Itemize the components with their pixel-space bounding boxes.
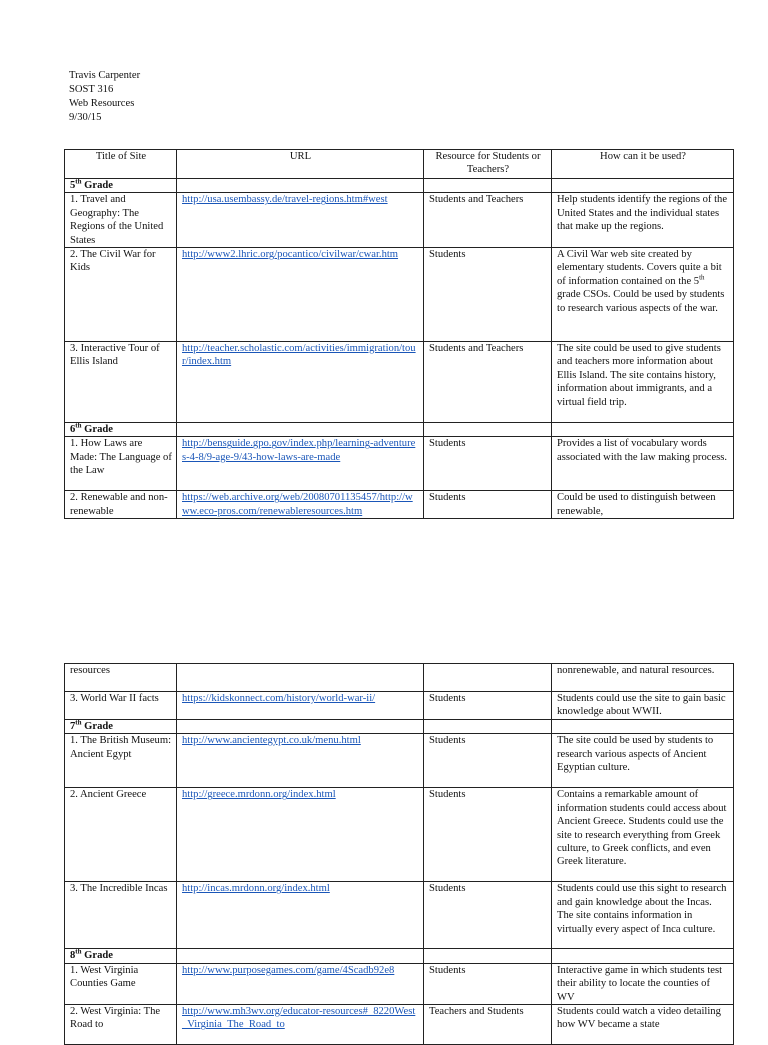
resource-audience: Teachers and Students (424, 1005, 552, 1045)
usage-description: Could be used to distinguish between renewable, (552, 491, 734, 519)
usage-description: Contains a remarkable amount of information students could access about Ancient Greece. Students could use the site to research everything from Greek culture, to Greek conflicts, and even Greek literature. (552, 788, 734, 882)
usage-description: Help students identify the regions of the United States and the individual states that make up the regions. (552, 193, 734, 248)
table-row-continued (65, 664, 734, 692)
table-row (65, 248, 734, 342)
site-title: 3. Interactive Tour of Ellis Island (65, 342, 177, 423)
column-header-usage: How can it be used? (552, 150, 734, 179)
author-name: Travis Carpenter (69, 70, 141, 81)
column-header-title: Title of Site (65, 150, 177, 179)
column-header-resource: Resource for Students or Teachers? (424, 150, 552, 179)
site-url-link[interactable]: https://kidskonnect.com/history/world-war-ii/ (182, 693, 376, 704)
resource-audience: Students (424, 963, 552, 1004)
grade-heading: 5th Grade (65, 179, 177, 193)
resource-audience: Students (424, 882, 552, 949)
resource-audience: Students (424, 788, 552, 882)
site-title: 3. World War II facts (65, 692, 177, 720)
table-row (65, 882, 734, 949)
resource-audience: Students (424, 734, 552, 788)
usage-description: Students could use the site to gain basic knowledge about WWII. (552, 692, 734, 720)
site-title: 1. Travel and Geography: The Regions of the United States (65, 193, 177, 248)
site-url-link[interactable]: http://bensguide.gpo.gov/index.php/learning-adventures-4-8/9-age-9/43-how-laws-are-made (182, 438, 416, 463)
site-url-link[interactable]: http://www.purposegames.com/game/4Scadb92e8 (182, 964, 395, 976)
document-header (69, 69, 140, 125)
site-title: 3. The Incredible Incas (65, 882, 177, 949)
grade-heading: 6th Grade (65, 423, 177, 437)
usage-description: nonrenewable, and natural resources. (552, 664, 734, 692)
column-header-url: URL (177, 150, 424, 179)
grade-heading: 8th Grade (65, 949, 177, 963)
resource-audience: Students (424, 437, 552, 491)
table-row (65, 963, 734, 1004)
usage-description: A Civil War web site created by elementary students. Covers quite a bit of information contained on the 5th grade CSOs. Could be used by students to research various aspects of the war. (552, 248, 734, 342)
site-url-link[interactable]: https://web.archive.org/web/20080701135457/http://www.eco-pros.com/renewableresources.htm (182, 492, 413, 517)
table-row (65, 788, 734, 882)
site-title: 2. West Virginia: The Road to (65, 1005, 177, 1045)
site-title: 2. Ancient Greece (65, 788, 177, 882)
document-date: 9/30/15 (69, 112, 102, 123)
usage-description: Students could watch a video detailing how WV became a state (552, 1005, 734, 1045)
resource-audience: Students and Teachers (424, 193, 552, 248)
site-title: 2. Renewable and non-renewable (65, 491, 177, 519)
course-code: SOST 316 (69, 84, 114, 95)
resource-audience: Students (424, 491, 552, 519)
site-title: 2. The Civil War for Kids (65, 248, 177, 342)
table-header-row (65, 150, 734, 179)
table-row (65, 342, 734, 423)
table-row (65, 692, 734, 720)
grade-heading: 7th Grade (65, 720, 177, 734)
table-row (65, 1005, 734, 1045)
usage-description: The site could be used by students to research various aspects of Ancient Egyptian culture. (552, 734, 734, 788)
resource-audience: Students (424, 248, 552, 342)
table-row (65, 491, 734, 519)
usage-description: Students could use this sight to research and gain knowledge about the Incas. The site contains information in virtually every aspect of Inca culture. (552, 882, 734, 949)
resource-audience: Students (424, 692, 552, 720)
site-url-link[interactable]: http://www.mh3wv.org/educator-resources#_8220West_Virginia_The_Road_to (182, 1006, 416, 1031)
site-url-link[interactable]: http://www2.lhric.org/pocantico/civilwar/cwar.htm (182, 249, 399, 261)
grade-row-6 (65, 423, 734, 437)
grade-row-8 (65, 949, 734, 963)
assignment-title: Web Resources (69, 98, 135, 109)
site-url-link[interactable]: http://greece.mrdonn.org/index.html (182, 789, 336, 801)
site-title: 1. How Laws are Made: The Language of the Law (65, 437, 177, 491)
grade-row-7 (65, 720, 734, 734)
usage-description: Interactive game in which students test their ability to locate the counties of WV (552, 963, 734, 1004)
site-title: 1. The British Museum: Ancient Egypt (65, 734, 177, 788)
resource-audience: Students and Teachers (424, 342, 552, 423)
table-row (65, 193, 734, 248)
web-resources-table-page-2 (64, 663, 734, 1045)
table-row (65, 734, 734, 788)
site-title: 1. West Virginia Counties Game (65, 963, 177, 1004)
usage-description: Provides a list of vocabulary words associated with the law making process. (552, 437, 734, 491)
site-url-link[interactable]: http://www.ancientegypt.co.uk/menu.html (182, 735, 361, 747)
site-url-link[interactable]: http://incas.mrdonn.org/index.html (182, 883, 330, 895)
site-url-link[interactable]: http://teacher.scholastic.com/activities/immigration/tour/index.htm (182, 343, 416, 368)
web-resources-table-page-1 (64, 149, 734, 519)
table-row (65, 437, 734, 491)
usage-description: The site could be used to give students and teachers more information about Ellis Island. The site contains history, information about immigrants, and a virtual field trip. (552, 342, 734, 423)
site-title: resources (65, 664, 177, 692)
grade-row-5 (65, 179, 734, 193)
site-url-link[interactable]: http://usa.usembassy.de/travel-regions.htm#west (182, 194, 388, 206)
